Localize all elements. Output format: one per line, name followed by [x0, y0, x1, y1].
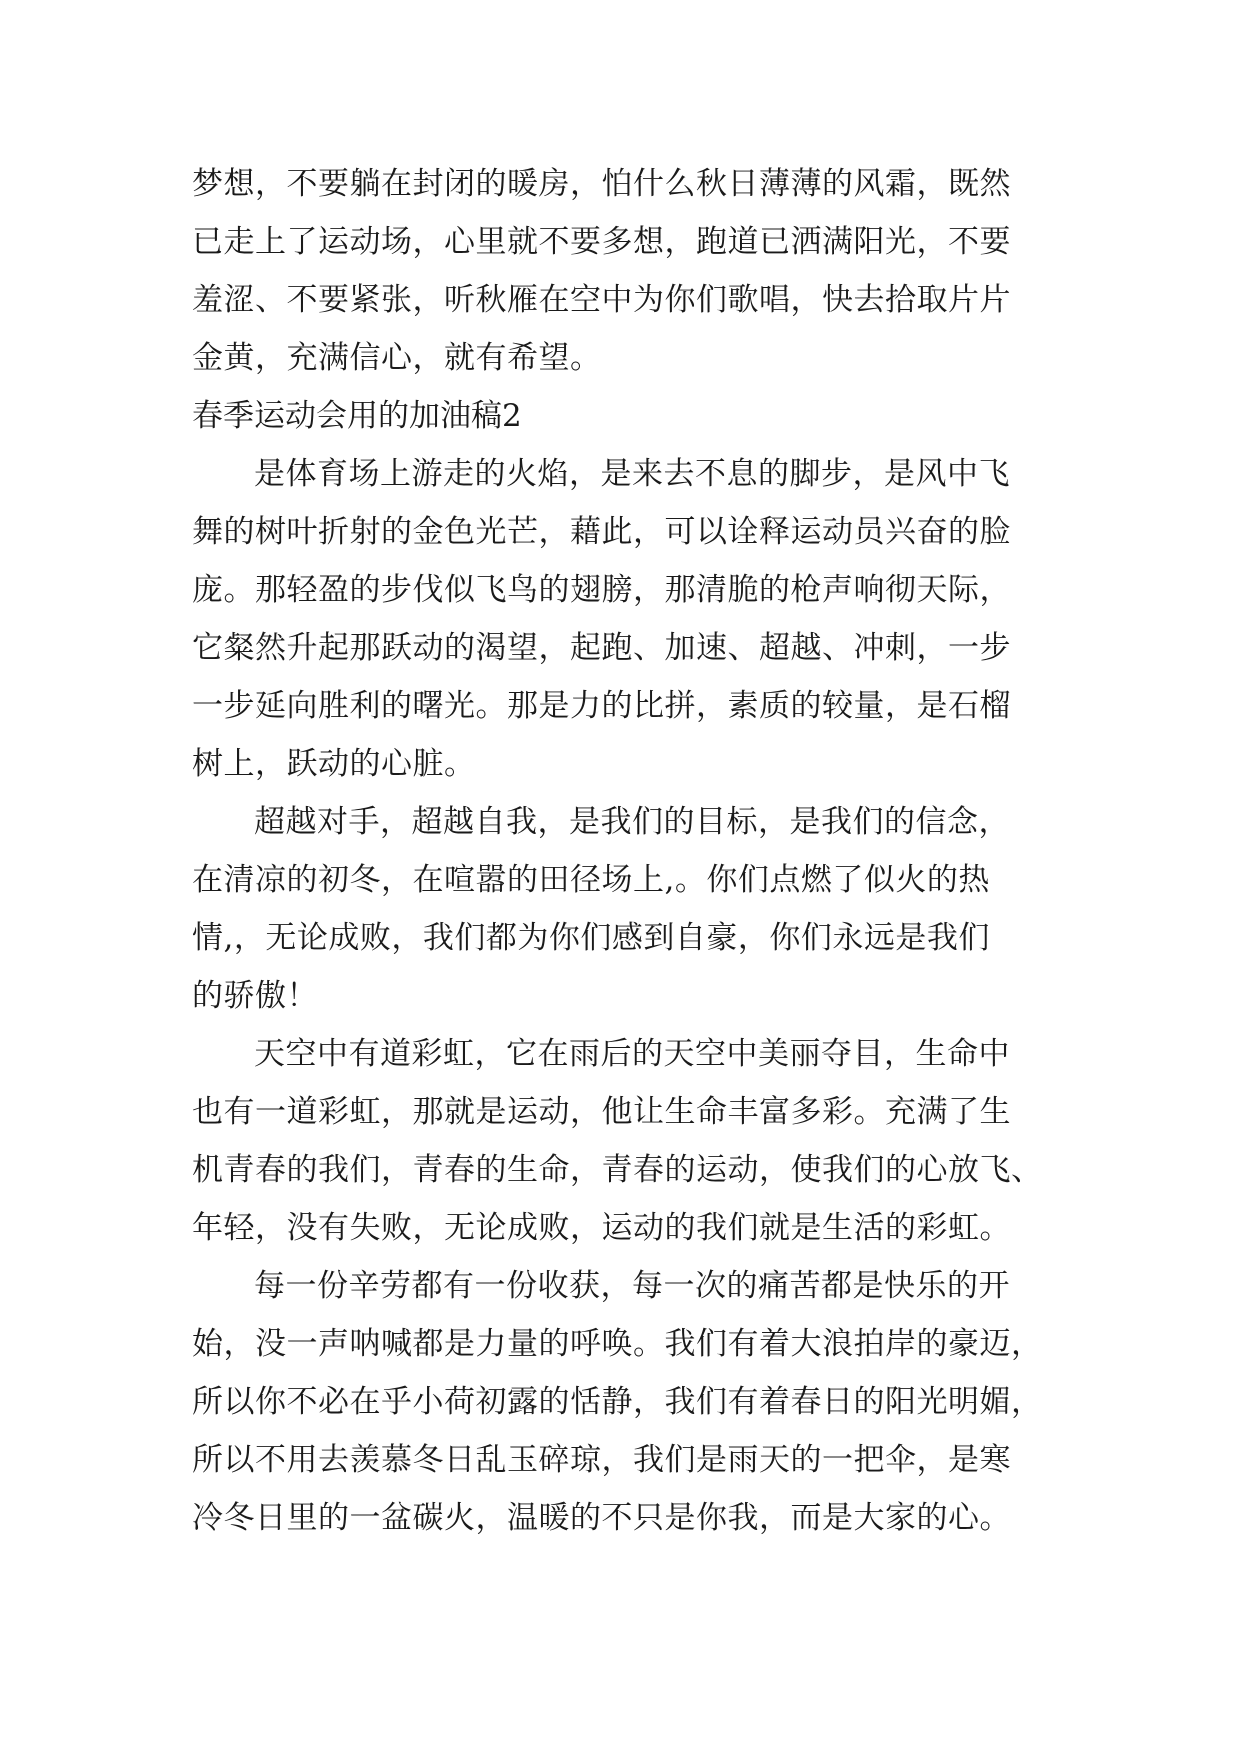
section-heading: 春季运动会用的加油稿2 [192, 398, 522, 434]
text-line: 年轻，没有失败，无论成败，运动的我们就是生活的彩虹。 [192, 1210, 1011, 1246]
text-line: 梦想，不要躺在封闭的暖房，怕什么秋日薄薄的风霜，既然 [192, 166, 1011, 202]
text-line: 冷冬日里的一盆碳火，温暖的不只是你我，而是大家的心。 [192, 1500, 1011, 1536]
text-line: 羞涩、不要紧张，听秋雁在空中为你们歌唱，快去拾取片片 [192, 282, 1011, 318]
text-line: 所以你不必在乎小荷初露的恬静，我们有着春日的阳光明媚， [192, 1384, 1043, 1420]
text-line: 始，没一声呐喊都是力量的呼唤。我们有着大浪拍岸的豪迈， [192, 1326, 1043, 1362]
text-line: 庞。那轻盈的步伐似飞鸟的翅膀，那清脆的枪声响彻天际， [192, 572, 1011, 608]
paragraph-first-line: 天空中有道彩虹，它在雨后的天空中美丽夺目，生命中 [254, 1036, 1010, 1072]
paragraph-first-line: 超越对手，超越自我，是我们的目标，是我们的信念， [254, 804, 1010, 840]
text-line: 金黄，充满信心，就有希望。 [192, 340, 602, 376]
text-line: 舞的树叶折射的金色光芒，藉此，可以诠释运动员兴奋的脸 [192, 514, 1011, 550]
text-line: 机青春的我们，青春的生命，青春的运动，使我们的心放飞、 [192, 1152, 1043, 1188]
text-line: 一步延向胜利的曙光。那是力的比拼，素质的较量，是石榴 [192, 688, 1011, 724]
paragraph-first-line: 是体育场上游走的火焰，是来去不息的脚步，是风中飞 [254, 456, 1010, 492]
document-body [192, 155, 1072, 1547]
text-line: 的骄傲！ [192, 978, 318, 1014]
text-line: 它粲然升起那跃动的渴望，起跑、加速、超越、冲刺，一步 [192, 630, 1011, 666]
text-line: 情,，无论成败，我们都为你们感到自豪，你们永远是我们 [192, 920, 990, 956]
text-line: 所以不用去羡慕冬日乱玉碎琼，我们是雨天的一把伞，是寒 [192, 1442, 1011, 1478]
text-line: 树上，跃动的心脏。 [192, 746, 476, 782]
text-line: 在清凉的初冬，在喧嚣的田径场上,。你们点燃了似火的热 [192, 862, 990, 898]
text-line: 已走上了运动场，心里就不要多想，跑道已洒满阳光，不要 [192, 224, 1011, 260]
paragraph-first-line: 每一份辛劳都有一份收获，每一次的痛苦都是快乐的开 [254, 1268, 1010, 1304]
text-line: 也有一道彩虹，那就是运动，他让生命丰富多彩。充满了生 [192, 1094, 1011, 1130]
